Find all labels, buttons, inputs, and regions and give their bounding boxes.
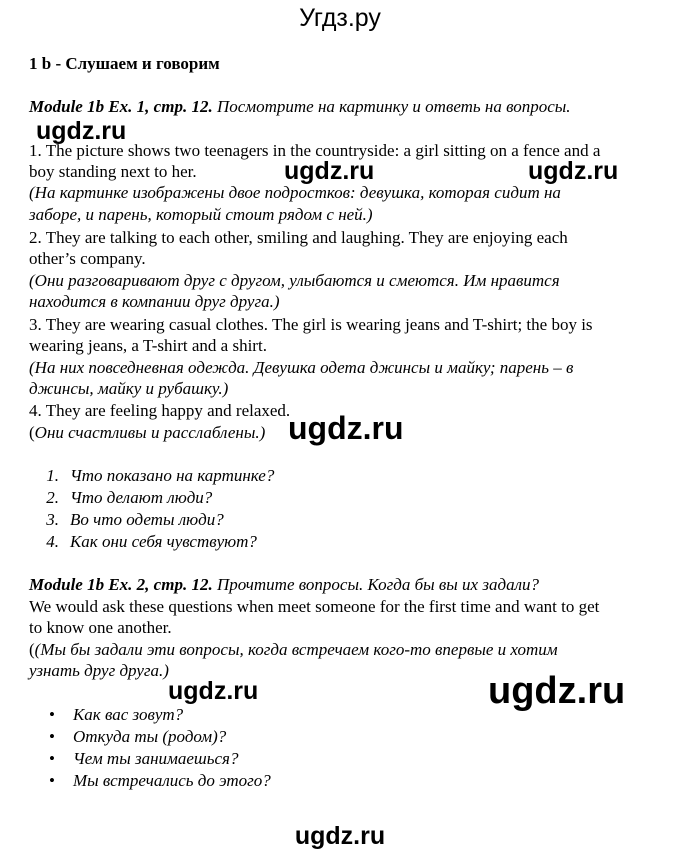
bullet-item [40, 771, 271, 791]
ex1-translation: находится в компании друг друга.) [29, 292, 280, 311]
site-title: Угдз.ру [299, 4, 381, 32]
ex1-translation: (На них повседневная одежда. Девушка одета джинсы и майку; парень – в [29, 358, 574, 377]
question-text: Что делают люди? [70, 488, 213, 507]
ex1-translation-last [29, 423, 265, 443]
bullet-text: Чем ты занимаешься? [73, 749, 239, 768]
question-text: Что показано на картинке? [70, 466, 275, 485]
ex1-translation: (Они разговаривают друг с другом, улыбаются и смеются. Им нравится [29, 271, 560, 290]
ex2-line: We would ask these questions when meet someone for the first time and want to get [29, 597, 600, 616]
question-text: Как они себя чувствуют? [70, 532, 257, 551]
question-text: Во что одеты люди? [70, 510, 224, 529]
ex1-heading-ref: Module 1b Ex. 1, стр. 12. [29, 97, 213, 116]
open-paren: ( [29, 640, 35, 659]
watermark: ugdz.ru [168, 677, 259, 705]
question-item [37, 532, 257, 552]
bullet-item [40, 705, 183, 725]
bullet-text: Откуда ты (родом)? [73, 727, 227, 746]
ex1-line: 1. The picture shows two teenagers in the countryside: a girl sitting on a fence and a [29, 141, 601, 160]
watermark: ugdz.ru [36, 117, 127, 145]
ex2-translation-text: (Мы бы задали эти вопросы, когда встречаем кого-то впервые и хотим [34, 640, 558, 659]
question-number: 1. [46, 466, 59, 485]
ex2-heading-task: Прочтите вопросы. Когда бы вы их задали? [212, 575, 539, 594]
ex2-heading [29, 575, 539, 595]
question-item [37, 466, 274, 486]
section-title: 1 b - Слушаем и говорим [29, 54, 220, 73]
bullet-text: Как вас зовут? [73, 705, 184, 724]
bullet-text: Мы встречались до этого? [73, 771, 271, 790]
ex1-heading-task: Посмотрите на картинку и ответь на вопросы. [212, 97, 571, 116]
ex2-translation: узнать друг друга.) [29, 661, 169, 680]
ex1-translation: (На картинке изображены двое подростков: девушка, которая сидит на [29, 183, 561, 202]
ex1-line: 2. They are talking to each other, smiling and laughing. They are enjoying each [29, 228, 568, 247]
ex1-translation: заборе, и парень, который стоит рядом с ней.) [29, 205, 373, 224]
question-item [37, 488, 212, 508]
bullet-mark: • [49, 771, 55, 790]
bullet-mark: • [49, 705, 55, 724]
watermark: ugdz.ru [488, 670, 626, 712]
bullet-item [40, 749, 238, 769]
ex1-line: 3. They are wearing casual clothes. The girl is wearing jeans and T-shirt; the boy is [29, 315, 593, 334]
watermark: ugdz.ru [288, 410, 404, 446]
ex1-translation: джинсы, майку и рубашку.) [29, 379, 229, 398]
bullet-mark: • [49, 727, 55, 746]
question-number: 2. [46, 488, 59, 507]
ex1-heading [29, 97, 571, 117]
ex1-line: 4. They are feeling happy and relaxed. [29, 401, 291, 420]
question-item [37, 510, 224, 530]
ex1-line: boy standing next to her. [29, 162, 197, 181]
question-number: 3. [46, 510, 59, 529]
bullet-mark: • [49, 749, 55, 768]
open-paren: ( [29, 423, 35, 442]
bullet-item [40, 727, 226, 747]
ex2-line: to know one another. [29, 618, 172, 637]
ex2-heading-ref: Module 1b Ex. 2, стр. 12. [29, 575, 213, 594]
ex1-line: other’s company. [29, 249, 146, 268]
watermark: ugdz.ru [528, 157, 619, 185]
question-number: 4. [46, 532, 59, 551]
ex1-translation-text: Они счастливы и расслаблены.) [34, 423, 266, 442]
watermark: ugdz.ru [284, 157, 375, 185]
watermark-footer: ugdz.ru [294, 822, 386, 850]
ex1-line: wearing jeans, a T-shirt and a shirt. [29, 336, 267, 355]
ex2-translation [29, 640, 558, 660]
